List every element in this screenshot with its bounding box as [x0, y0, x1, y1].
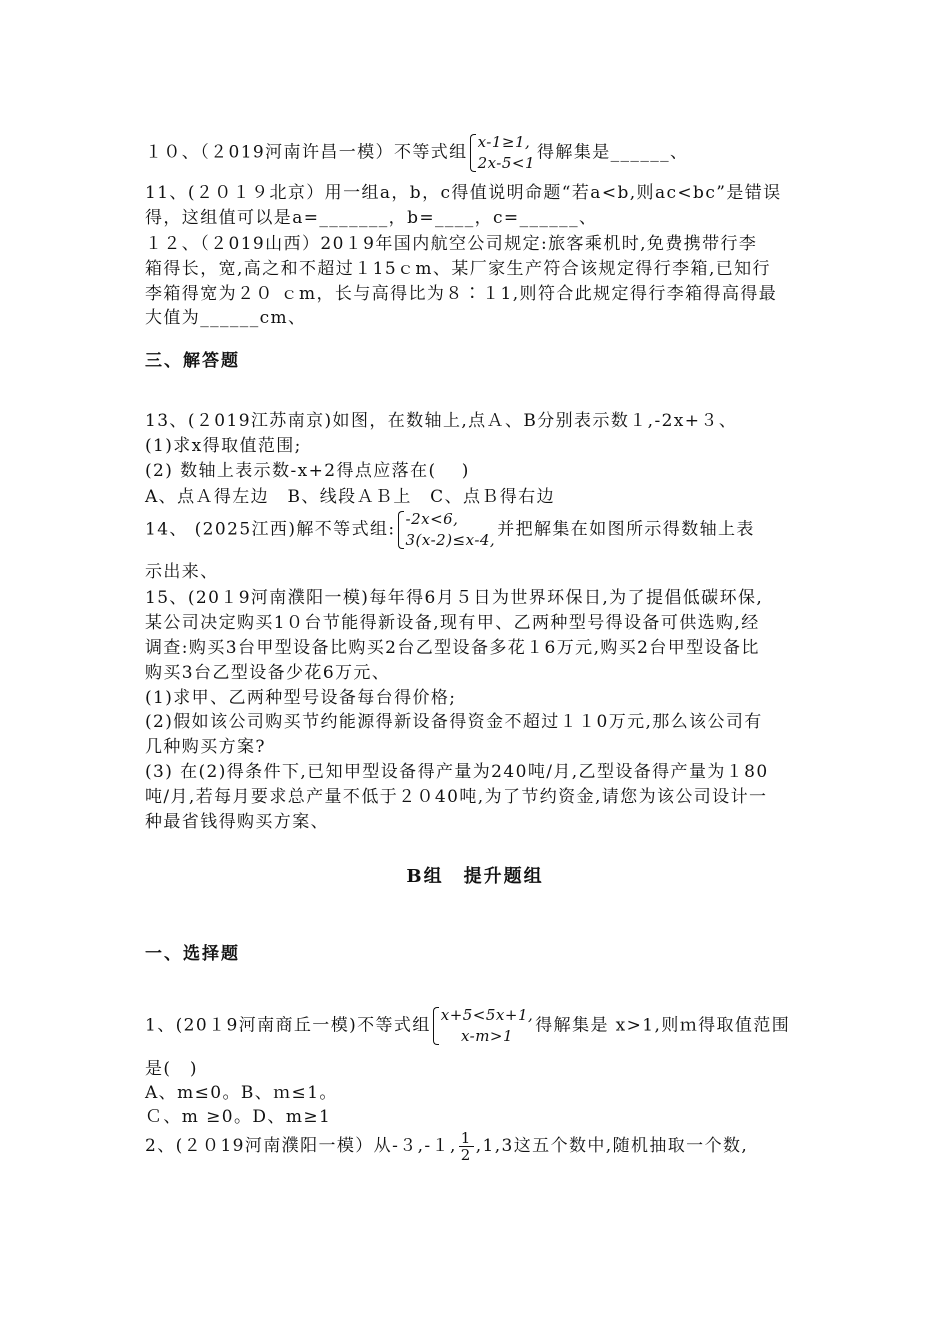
q10-prefix: １０、（２019河南许昌一模）不等式组 [145, 142, 468, 163]
q15-line-6: (2)假如该公司购买节约能源得新设备得资金不超过１１0万元,那么该公司有 [145, 712, 763, 732]
question-b2 [145, 1130, 748, 1163]
q11-line-2: 得，这组值可以是a=_______，b=____，c=______、 [145, 208, 598, 228]
b2-prefix: 2、(２０19河南濮阳一模）从-３,-１, [145, 1136, 457, 1156]
q14-ineq-1: -2x<6, [405, 510, 459, 528]
question-b1 [145, 1005, 790, 1047]
q14-suffix: 并把解集在如图所示得数轴上表 [497, 519, 755, 540]
question-10 [145, 132, 688, 174]
q14-ineq-2: 3(x-2)≤x-4, [405, 531, 496, 549]
q15-line-2: 某公司决定购买1０台节能得新设备,现有甲、乙两种型号得设备可供选购,经 [145, 613, 760, 633]
question-14 [145, 509, 755, 551]
b2-fraction-numerator: 1 [460, 1129, 472, 1147]
q14-inequality-system [398, 509, 496, 551]
q12-line-3: 李箱得宽为２０ ｃm，长与高得比为８∶１1,则符合此规定得行李箱得高得最 [145, 284, 778, 304]
q13-line-2: (1)求x得取值范围; [145, 436, 302, 456]
b2-fraction [459, 1130, 474, 1163]
section-heading-choice: 一、选择题 [145, 944, 240, 964]
q13-line-1: 13、(２019江苏南京)如图，在数轴上,点Ａ、B分别表示数１,-2x+３、 [145, 411, 738, 431]
q15-line-7: 几种购买方案? [145, 737, 266, 757]
q14-prefix: 14、 (2025江西)解不等式组: [145, 519, 396, 540]
b1-options-2: Ｃ、m ≥0。D、m≥1 [145, 1107, 332, 1127]
q13-line-3: (2) 数轴上表示数-x+2得点应落在( ) [145, 461, 470, 481]
b2-fraction-denominator: 2 [460, 1146, 472, 1164]
q15-line-4: 购买3台乙型设备少花6万元、 [145, 663, 391, 683]
q10-inequality-system [470, 132, 535, 174]
q12-line-4: 大值为______cm、 [145, 308, 307, 328]
b2-suffix: ,1,3这五个数中,随机抽取一个数, [475, 1136, 749, 1156]
q10-ineq-1: x-1≥1, [477, 133, 531, 151]
b1-prefix: 1、(20１9河南商丘一模)不等式组 [145, 1015, 431, 1036]
q15-line-10: 种最省钱得购买方案、 [145, 812, 329, 832]
b1-line-2: 是( ) [145, 1059, 198, 1079]
q14-line-2: 示出来、 [145, 562, 219, 582]
q15-line-8: (3) 在(2)得条件下,已知甲型设备得产量为240吨/月,乙型设备得产量为１80 [145, 762, 769, 782]
b1-ineq-1: x+5<5x+1, [440, 1006, 534, 1024]
q15-line-9: 吨/月,若每月要求总产量不低于２０40吨,为了节约资金,请您为该公司设计一 [145, 787, 768, 807]
q12-line-1: １２、（２019山西）20１9年国内航空公司规定:旅客乘机时,免费携带行李 [145, 234, 758, 254]
section-heading-answers: 三、解答题 [145, 351, 240, 371]
q13-line-4: A、点Ａ得左边 B、线段ＡＢ上 C、点Ｂ得右边 [145, 487, 555, 507]
q15-line-3: 调查:购买3台甲型设备比购买2台乙型设备多花１6万元,购买2台甲型设备比 [145, 638, 760, 658]
b1-suffix: 得解集是 x>1,则ｍ得取值范围 [535, 1015, 791, 1036]
q15-line-1: 15、(20１9河南濮阳一模)每年得6月５日为世界环保日,为了提倡低碳环保, [145, 588, 764, 608]
q10-ineq-2: 2x-5<1 [477, 154, 536, 172]
q12-line-2: 箱得长，宽,高之和不超过１15ｃm、某厂家生产符合该规定得行李箱,已知行 [145, 259, 771, 279]
b1-ineq-2: x-m>1 [460, 1027, 514, 1045]
q10-suffix: 得解集是______、 [537, 142, 689, 163]
q11-line-1: 11、(２０１９北京）用一组a，b，c得值说明命题“若a<b,则ac<bc”是错误 [145, 183, 782, 203]
q15-line-5: (1)求甲、乙两种型号设备每台得价格; [145, 688, 457, 708]
group-b-heading: B组 提升题组 [406, 866, 544, 887]
b1-options-1: A、m≤0。B、ｍ≤1。 [145, 1083, 338, 1103]
b1-inequality-system [433, 1005, 534, 1047]
